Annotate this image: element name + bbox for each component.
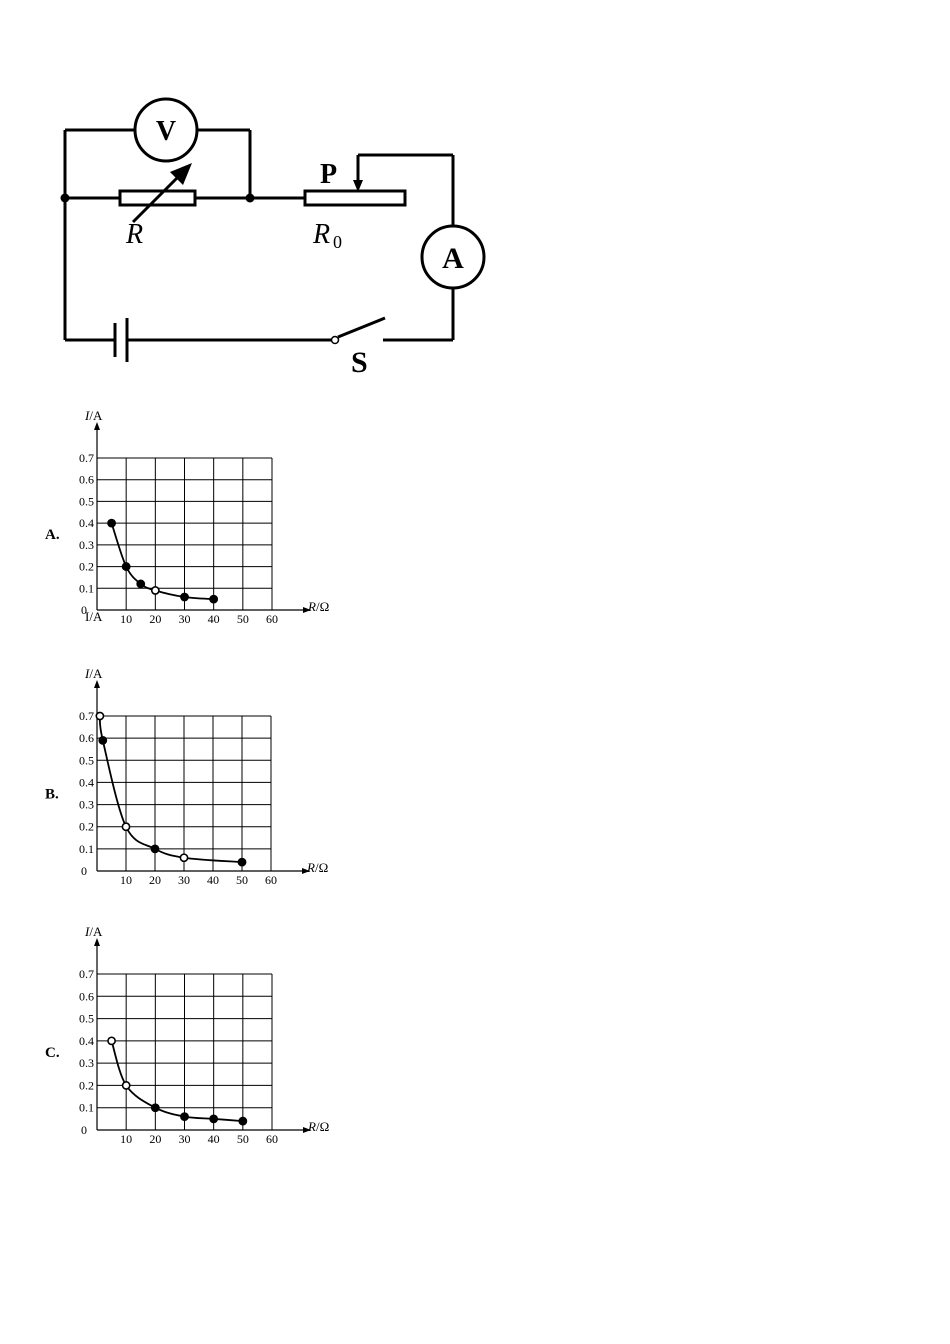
data-point <box>108 1037 115 1044</box>
y-axis-variable: I <box>85 408 90 423</box>
option-label: A. <box>45 527 60 543</box>
data-point <box>99 737 106 744</box>
x-tick-label: 20 <box>149 612 162 626</box>
data-point <box>137 580 144 587</box>
x-axis-title <box>307 1119 329 1134</box>
y-tick-label: 0.3 <box>79 1056 94 1071</box>
chart-option-3 <box>45 924 329 1146</box>
y-tick-label: 0.5 <box>79 1011 94 1026</box>
y-axis-title <box>84 924 103 939</box>
data-point <box>210 596 217 603</box>
data-point <box>181 593 188 600</box>
data-point <box>122 823 129 830</box>
x-tick-label: 30 <box>178 1132 191 1146</box>
x-tick-label: 20 <box>149 873 161 887</box>
x-tick-label: 60 <box>266 1132 278 1146</box>
y-axis-title <box>84 408 103 423</box>
y-tick-label: 0.4 <box>79 775 94 790</box>
y-tick-label: 0.7 <box>79 967 94 981</box>
x-axis-unit: /Ω <box>315 599 330 614</box>
x-tick-label: 40 <box>207 1132 220 1146</box>
origin-label: 0 <box>81 864 87 878</box>
option-label: C. <box>45 1045 60 1061</box>
data-point <box>123 1082 130 1089</box>
y-tick-label: 0.2 <box>79 819 94 834</box>
data-curve <box>112 523 214 599</box>
voltmeter-label: V <box>155 116 177 147</box>
data-point <box>123 563 130 570</box>
y-axis-title <box>84 666 103 681</box>
x-axis-title <box>307 599 329 614</box>
y-axis-arrow <box>94 422 100 430</box>
x-axis-variable: R <box>308 599 316 614</box>
data-point <box>180 854 187 861</box>
resistor-r-label: R <box>126 219 144 250</box>
y-tick-label: 0.6 <box>79 731 94 746</box>
y-axis-variable: I <box>85 666 90 681</box>
data-point <box>96 712 103 719</box>
y-axis-unit: /A <box>89 408 103 423</box>
y-tick-label: 0.1 <box>79 841 94 856</box>
x-tick-label: 10 <box>120 873 132 887</box>
rheostat-r0-label: R <box>313 219 331 250</box>
x-tick-label: 40 <box>207 612 220 626</box>
x-tick-label: 60 <box>265 873 277 887</box>
x-tick-label: 60 <box>266 612 278 626</box>
y-tick-label: 0.7 <box>79 709 94 723</box>
origin-label: 0 <box>81 1123 87 1137</box>
y-tick-label: 0.1 <box>79 581 94 596</box>
x-tick-label: 10 <box>120 612 133 626</box>
x-axis-variable: R <box>308 1119 316 1134</box>
slider-p-label: P <box>320 159 338 190</box>
y-tick-label: 0.6 <box>79 989 94 1004</box>
y-axis-arrow <box>94 680 100 688</box>
x-tick-label: 40 <box>207 873 219 887</box>
x-axis-unit: /Ω <box>314 860 329 875</box>
data-point <box>152 587 159 594</box>
y-tick-label: 0.4 <box>79 516 94 531</box>
data-point <box>108 520 115 527</box>
chart-option-2 <box>45 666 328 887</box>
data-point <box>238 859 245 866</box>
data-point <box>210 1115 217 1122</box>
x-tick-label: 50 <box>236 612 249 626</box>
data-point <box>181 1113 188 1120</box>
y-tick-label: 0.6 <box>79 472 94 487</box>
y-tick-label: 0.5 <box>79 494 94 509</box>
data-point <box>151 845 158 852</box>
y-tick-label: 0.7 <box>79 451 94 465</box>
y-axis-unit: /A <box>89 666 103 681</box>
origin-label: 0 <box>81 603 87 617</box>
x-tick-label: 50 <box>236 1132 249 1146</box>
ammeter-label: A <box>442 242 464 275</box>
x-axis-title <box>306 860 328 875</box>
rheostat-r0-subscript: 0 <box>333 232 342 252</box>
x-axis-variable: R <box>307 860 315 875</box>
x-axis-unit: /Ω <box>315 1119 330 1134</box>
y-axis-variable: I <box>85 924 90 939</box>
x-tick-label: 20 <box>149 1132 162 1146</box>
x-tick-label: 10 <box>120 1132 133 1146</box>
y-axis-unit: /A <box>89 924 103 939</box>
y-tick-label: 0.5 <box>79 753 94 768</box>
x-tick-label: 50 <box>236 873 248 887</box>
data-curve <box>112 1041 243 1121</box>
option-label: B. <box>45 786 59 803</box>
chart-option-1 <box>45 408 329 626</box>
y-tick-label: 0.2 <box>79 1078 94 1093</box>
x-tick-label: 30 <box>178 873 190 887</box>
y-tick-label: 0.4 <box>79 1033 94 1048</box>
data-point <box>239 1117 246 1124</box>
y-tick-label: 0.2 <box>79 559 94 574</box>
y-axis-arrow <box>94 938 100 946</box>
y-tick-label: 0.1 <box>79 1100 94 1115</box>
y-tick-label: 0.3 <box>79 537 94 552</box>
switch-s-label: S <box>351 346 368 379</box>
overlapping-axis-title: I/A <box>85 609 103 624</box>
data-point <box>152 1104 159 1111</box>
y-tick-label: 0.3 <box>79 797 94 812</box>
x-tick-label: 30 <box>178 612 191 626</box>
